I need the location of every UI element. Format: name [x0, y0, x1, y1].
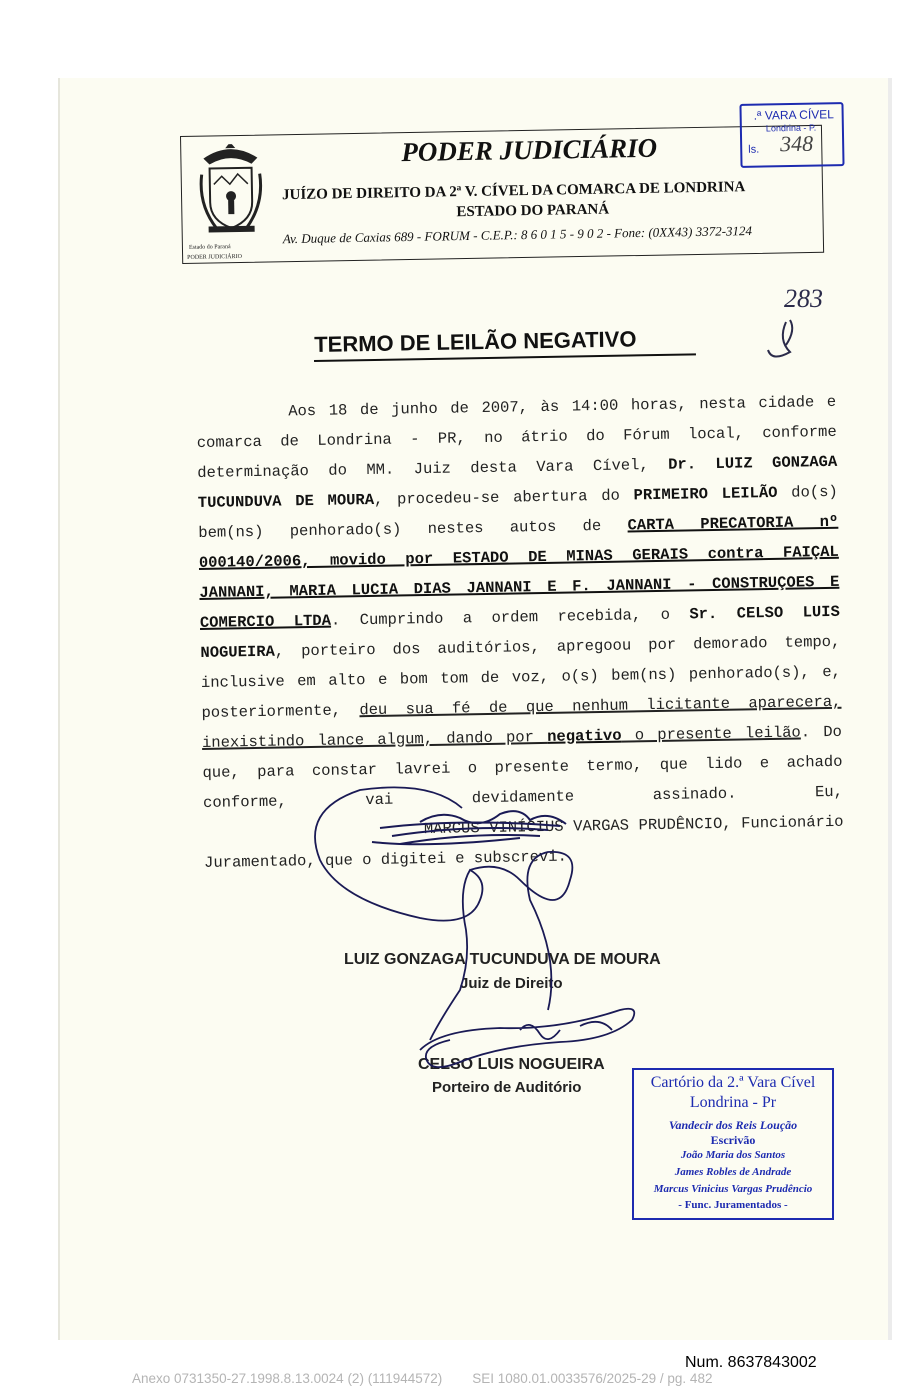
- crest-caption: PODER JUDICIÁRIO: [187, 253, 243, 261]
- porter-name: CELSO LUIS NOGUEIRA: [418, 1056, 605, 1073]
- handwritten-folio: 283: [784, 284, 823, 313]
- stamp-line: Cartório da 2.ª Vara Cível: [650, 1074, 816, 1091]
- porter-name-inline: Sr. CELSO LUIS NOGUEIRA: [200, 602, 841, 662]
- document-body: [196, 387, 844, 878]
- body-text: do(s) bem(ns) penhorado(s) nestes autos de: [198, 482, 838, 542]
- judge-role: Juiz de Direito: [460, 975, 563, 992]
- coat-of-arms-icon: [195, 144, 267, 237]
- body-text: MARCUS VINÍCIUS VARGAS PRUDÊNCIO, Funcionário Juramentado, que o digitei e subscrevi.: [203, 812, 844, 872]
- page-edge-right: [888, 78, 892, 1340]
- state-name: ESTADO DO PARANÁ: [456, 201, 610, 221]
- stamp-line: ls.: [748, 143, 760, 156]
- document-number: Num. 8637843002: [685, 1354, 817, 1371]
- faith-statement: deu sua fé de que nenhum licitante aparecera, inexistindo lance algum, dando por: [201, 692, 842, 752]
- handwritten-page-number: 348: [779, 130, 814, 157]
- document-heading: TERMO DE LEILÃO NEGATIVO: [314, 326, 637, 357]
- stamp-line: Vandecir dos Reis Loução: [668, 1118, 798, 1132]
- stamp-line: - Func. Juramentados -: [678, 1199, 788, 1211]
- stamp-line: Marcus Vinicius Vargas Prudêncio: [653, 1183, 813, 1195]
- stamp-line: .ª VARA CÍVEL: [753, 107, 835, 123]
- body-text: Aos 18 de junho de 2007, às 14:00 horas, nesta cidade e comarca de Londrina - PR, no átrio do Fórum local, conforme determinação do MM. Juiz desta Vara Cível,: [196, 392, 837, 482]
- stamp-line: James Robles de Andrade: [674, 1166, 792, 1178]
- porter-role: Porteiro de Auditório: [432, 1079, 582, 1096]
- stamp-line: Escrivão: [710, 1133, 756, 1147]
- body-text: , procedeu-se abertura do: [373, 486, 634, 509]
- letterhead: [180, 122, 824, 264]
- crest-caption: Estado do Paraná: [188, 244, 231, 251]
- faith-statement-end: o presente leilão: [621, 723, 801, 745]
- body-text: , porteiro dos auditórios, apregoou por demorado tempo, inclusive em alto e bom tom de voz, o(s) bem(ns) penhorado(s), e, posteriormente,: [200, 632, 842, 722]
- case-description: CARTA PRECATORIA nº 000140/2006, movido por ESTADO DE MINAS GERAIS contra FAIÇAL JANNANI, MARIA LUCIA DIAS JANNANI E F. JANNANI - CONSTRUÇOES E COMERCIO LTDA: [198, 512, 840, 632]
- body-text: . Do que, para constar lavrei o presente termo, que lido e achado conforme, vai devidamente assinado. Eu,: [202, 722, 844, 812]
- footer-reference: Anexo 0731350-27.1998.8.13.0024 (2) (111944572) SEI 1080.01.0033576/2025-29 / pg. 482: [132, 1371, 713, 1386]
- stamp-line: Londrina - Pr: [689, 1094, 777, 1111]
- stamp-line: João Maria dos Santos: [680, 1149, 786, 1161]
- vara-civel-stamp: [739, 102, 844, 168]
- stamp-line: Londrina - P.: [765, 122, 817, 134]
- judge-name: LUIZ GONZAGA TUCUNDUVA DE MOURA: [344, 951, 661, 968]
- judge-name-inline: Dr. LUIZ GONZAGA TUCUNDUVA DE MOURA: [197, 452, 838, 512]
- negative-label: negativo: [547, 726, 622, 746]
- letterhead-title: PODER JUDICIÁRIO: [401, 132, 658, 168]
- auction-label: PRIMEIRO LEILÃO: [633, 483, 778, 505]
- clerk-signature-space: [203, 820, 424, 842]
- cartorio-stamp: [632, 1068, 834, 1220]
- body-text: . Cumprindo a ordem recebida, o: [330, 605, 690, 630]
- page-edge-left: [58, 78, 60, 1340]
- court-address: Av. Duque de Caxias 689 - FORUM - C.E.P.: 8 6 0 1 5 - 9 0 2 - Fone: (0XX43) 3372-3124: [282, 223, 753, 247]
- court-name: JUÍZO DE DIREITO DA 2ª V. CÍVEL DA COMARCA DE LONDRINA: [281, 179, 746, 204]
